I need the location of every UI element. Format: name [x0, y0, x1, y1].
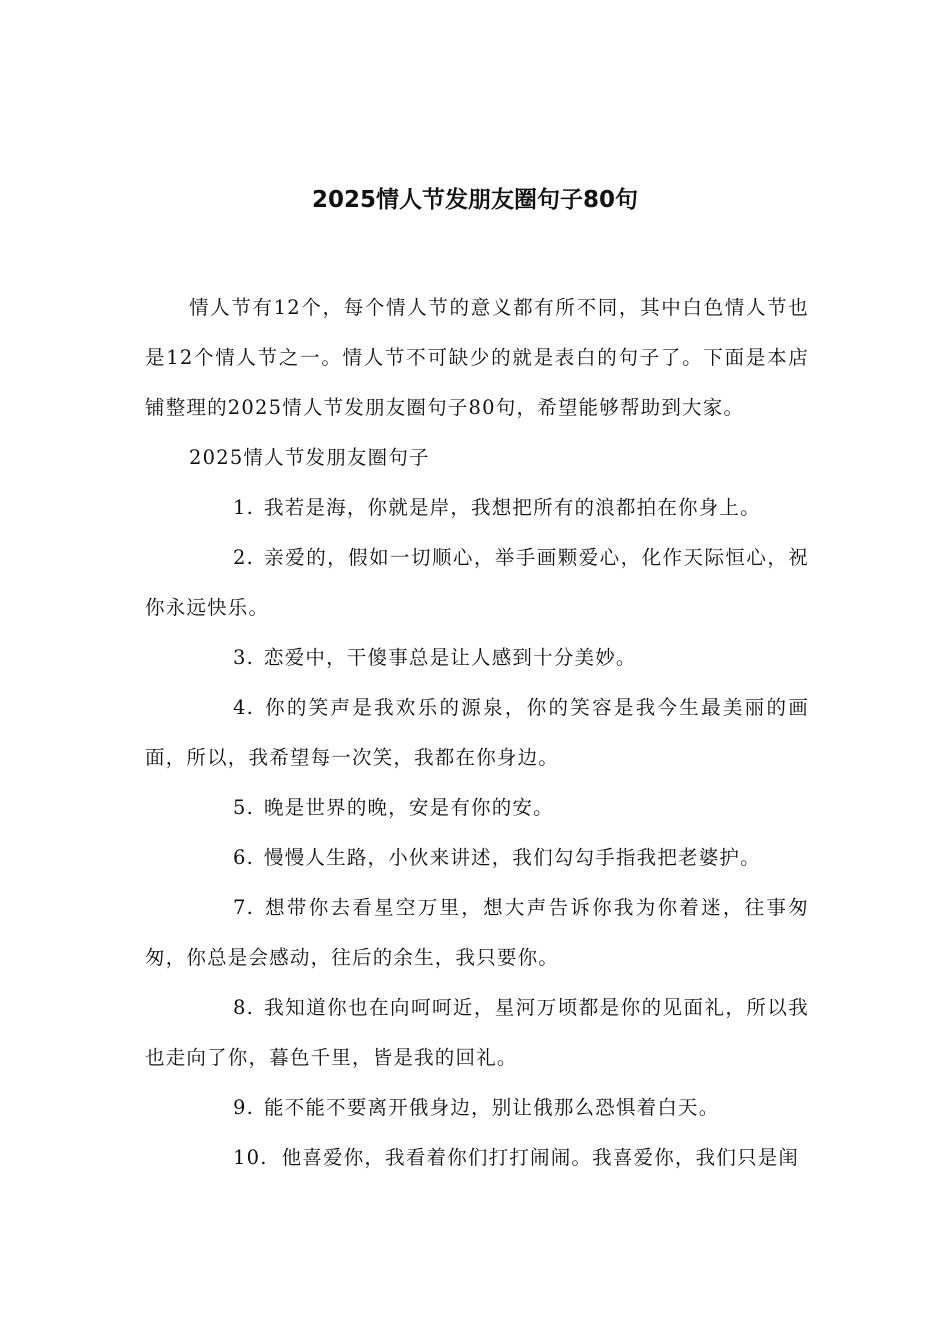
list-item	[145, 1133, 809, 1183]
item-text: 我知道你也在向呵呵近，星河万顷都是你的见面礼，所以我也走向了你，暮色千里，皆是我的回礼。	[145, 996, 809, 1069]
list-item	[145, 983, 809, 1083]
item-text: 他喜爱你，我看着你们打打闹闹。我喜爱你，我们只是闺	[281, 1146, 800, 1169]
item-text: 我若是海，你就是岸，我想把所有的浪都拍在你身上。	[264, 496, 761, 519]
item-text: 想带你去看星空万里，想大声告诉你我为你着迷，往事匆匆，你总是会感动，往后的余生，我只要你。	[145, 896, 809, 969]
item-number: 2.	[233, 546, 255, 569]
intro-paragraph: 情人节有12个，每个情人节的意义都有所不同，其中白色情人节也是12个情人节之一。情人节不可缺少的就是表白的句子了。下面是本店铺整理的2025情人节发朋友圈句子80句，希望能够帮助到大家。	[145, 296, 809, 419]
list-item	[145, 1083, 809, 1133]
section-heading: 2025情人节发朋友圈句子	[189, 446, 430, 469]
list-item	[145, 633, 809, 683]
item-number: 7.	[233, 896, 255, 919]
list-item	[145, 833, 809, 883]
document-title: 2025情人节发朋友圈句子80句	[311, 187, 639, 213]
list-item	[145, 483, 809, 533]
item-text: 晚是世界的晚，安是有你的安。	[264, 796, 554, 819]
item-number: 3.	[233, 646, 255, 669]
list-item	[145, 883, 809, 983]
item-number: 8.	[233, 996, 255, 1019]
document-body	[145, 283, 809, 1183]
item-number: 5.	[233, 796, 255, 819]
list-item	[145, 683, 809, 783]
list-item	[145, 533, 809, 633]
item-number: 4.	[233, 696, 255, 719]
item-number: 10.	[233, 1146, 268, 1169]
list-item	[145, 783, 809, 833]
item-text: 你的笑声是我欢乐的源泉，你的笑容是我今生最美丽的画面，所以，我希望每一次笑，我都在你身边。	[145, 696, 809, 769]
item-number: 1.	[233, 496, 255, 519]
item-text: 能不能不要离开俄身边，别让俄那么恐惧着白天。	[264, 1096, 720, 1119]
item-number: 9.	[233, 1096, 255, 1119]
item-text: 亲爱的，假如一切顺心，举手画颗爱心，化作天际恒心，祝你永远快乐。	[145, 546, 809, 619]
item-text: 慢慢人生路，小伙来讲述，我们勾勾手指我把老婆护。	[264, 846, 761, 869]
item-number: 6.	[233, 846, 255, 869]
item-text: 恋爱中，干傻事总是让人感到十分美妙。	[264, 646, 637, 669]
